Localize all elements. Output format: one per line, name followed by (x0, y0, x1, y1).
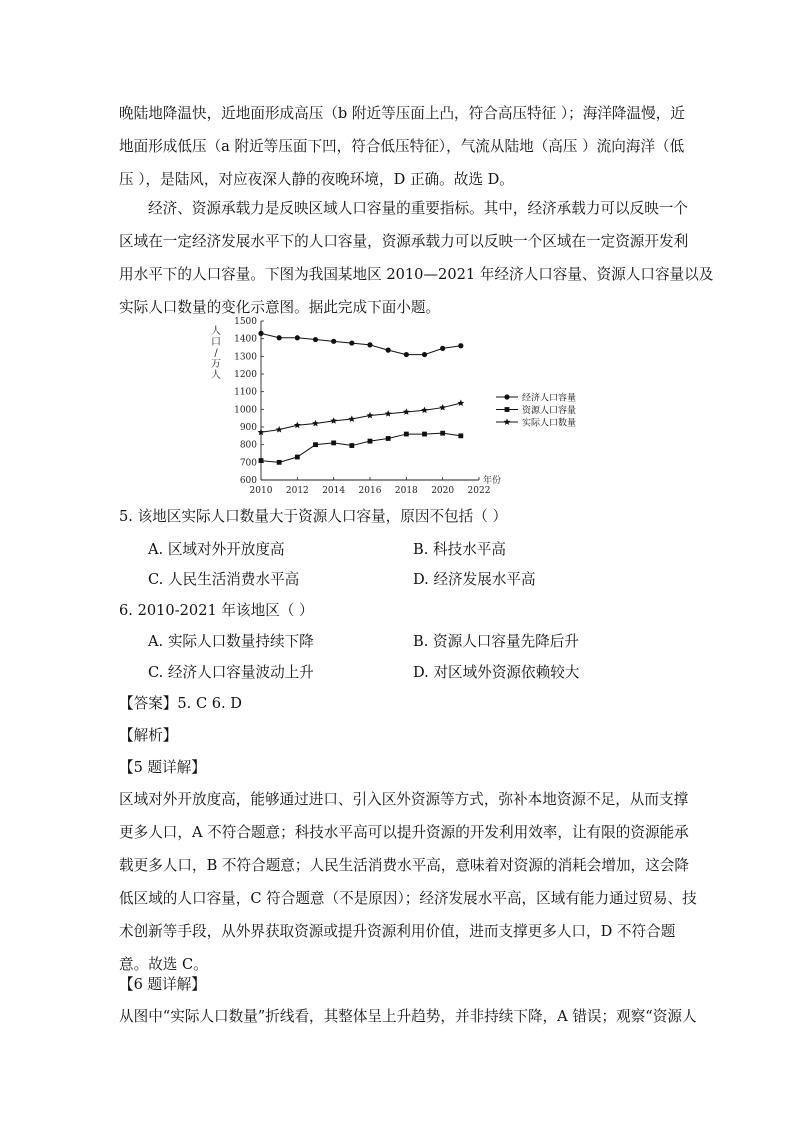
question-6-option-d[interactable]: D. 对区域外资源依赖较大 (413, 664, 580, 681)
data-point (259, 458, 264, 463)
y-axis-label-char: 人 (211, 326, 221, 337)
x-tick-label: 2010 (249, 486, 273, 496)
q6-detail-heading: 【6 题详解】 (119, 976, 206, 993)
data-point (386, 348, 391, 353)
answer-line: 【答案】5. C 6. D (119, 695, 243, 712)
q5-detail-heading: 【5 题详解】 (119, 759, 206, 776)
intro-line: 晚陆地降温快，近地面形成高压（b 附近等压面上凸，符合高压特征 ）；海洋降温慢，近 (119, 105, 685, 122)
y-axis-label-char: 万 (211, 359, 221, 370)
data-point (258, 331, 263, 336)
y-tick-label: 600 (239, 476, 257, 486)
data-point (331, 441, 336, 446)
data-point (458, 433, 463, 438)
q5-detail-paragraph (119, 783, 697, 981)
question-5-option-a[interactable]: A. 区域对外开放度高 (148, 541, 285, 558)
data-point (331, 339, 336, 344)
y-axis-label (211, 324, 221, 381)
series-2 (259, 431, 464, 465)
x-tick-label: 2020 (431, 486, 455, 496)
q5-detail-line: 术创新等手段，从外界获取资源或提升资源利用价值，进而支撑更多人口，D 不符合题 (119, 923, 676, 940)
data-point (313, 442, 318, 447)
data-point (385, 410, 392, 417)
x-axis-label: 年份 (483, 476, 502, 486)
legend-label: 实际人口数量 (522, 418, 577, 429)
data-point (295, 335, 300, 340)
intro-line: 地面形成低压（a 附近等压面下凹，符合低压特征），气流从陆地（高压 ）流向海洋（低 (119, 138, 685, 155)
data-point (330, 417, 337, 424)
data-point (367, 412, 374, 419)
legend-item (496, 392, 576, 404)
x-tick-label: 2016 (358, 486, 382, 496)
data-point (439, 404, 446, 411)
question-5-stem: 5. 该地区实际人口数量大于资源人口容量，原因不包括（ ） (119, 508, 508, 525)
data-point (276, 426, 283, 433)
q5-detail-line: 意。故选 C。 (119, 956, 208, 973)
y-axis-label-char: 人 (211, 370, 221, 381)
series-1 (258, 331, 463, 357)
q5-detail-line: 更多人口，A 不符合题意；科技水平高可以提升资源的开发利用效率，让有限的资源能承 (119, 824, 689, 841)
data-point (277, 460, 282, 465)
x-tick-label: 2022 (467, 486, 491, 496)
data-point (349, 443, 354, 448)
data-point (294, 422, 301, 429)
legend-marker (504, 418, 511, 425)
data-point (422, 352, 427, 357)
legend-label: 资源人口容量 (522, 406, 577, 416)
data-point (368, 439, 373, 444)
q5-detail-line: 载更多人口，B 不符合题意；人民生活消费水平高，意味着对资源的消耗会增加，这会降 (119, 857, 689, 874)
y-tick-label: 1100 (234, 387, 257, 398)
q5-detail-line: 低区域的人口容量，C 符合题意（不是原因）；经济发展水平高，区域有能力通过贸易、技 (119, 890, 697, 907)
data-point (403, 408, 410, 415)
intro-paragraph (119, 97, 685, 196)
analysis-heading: 【解析】 (119, 727, 178, 744)
y-axis-label-char: / (214, 348, 218, 359)
series-line (261, 403, 461, 432)
series-line (261, 333, 461, 354)
series-3 (258, 400, 465, 436)
data-point (421, 407, 428, 414)
y-tick-label: 1500 (234, 317, 257, 327)
data-point (313, 337, 318, 342)
q5-detail-line: 区域对外开放度高，能够通过进口、引入区外资源等方式，弥补本地资源不足，从而支撑 (119, 791, 689, 808)
data-point (349, 340, 354, 345)
data-point (458, 343, 463, 348)
y-tick-label: 800 (239, 440, 257, 451)
context-line: 经济、资源承载力是反映区域人口容量的重要指标。其中，经济承载力可以反映一个 (148, 200, 688, 217)
y-tick-label: 1300 (234, 352, 257, 363)
legend-item (496, 404, 576, 416)
y-tick-label: 1200 (234, 370, 257, 380)
data-point (277, 335, 282, 340)
chart-legend (496, 392, 576, 429)
question-6-stem: 6. 2010-2021 年该地区（ ） (119, 602, 314, 619)
q6-detail-line: 从图中“实际人口数量”折线看，其整体呈上升趋势，并非持续下降，A 错误；观察“资源人 (119, 1008, 697, 1025)
q6-detail-paragraph (119, 1000, 697, 1033)
x-tick-label: 2018 (394, 486, 418, 496)
legend-marker (504, 394, 509, 399)
data-point (457, 400, 464, 407)
data-point (367, 342, 372, 347)
y-tick-label: 900 (239, 423, 257, 433)
x-tick-label: 2014 (322, 486, 346, 496)
data-point (440, 431, 445, 436)
population-chart (200, 314, 600, 504)
legend-label: 经济人口容量 (522, 393, 577, 404)
data-point (404, 352, 409, 357)
series-line (261, 433, 461, 462)
y-tick-label: 1000 (234, 405, 257, 416)
question-5-option-d[interactable]: D. 经济发展水平高 (413, 571, 536, 588)
data-point (312, 420, 319, 427)
x-tick-label: 2012 (285, 486, 309, 496)
context-line: 实际人口数量的变化示意图。据此完成下面小题。 (119, 299, 441, 316)
y-tick-label: 1400 (234, 334, 257, 345)
question-5-option-b[interactable]: B. 科技水平高 (413, 541, 506, 558)
data-point (404, 432, 409, 437)
data-point (440, 346, 445, 351)
data-point (295, 455, 300, 460)
legend-marker (505, 407, 510, 412)
intro-line: 压 ），是陆风，对应夜深人静的夜晚环境，D 正确。故选 D。 (119, 171, 514, 188)
data-point (386, 436, 391, 441)
legend-item (496, 417, 576, 429)
context-line: 区域在一定经济发展水平下的人口容量，资源承载力可以反映一个区域在一定资源开发利 (119, 233, 689, 250)
context-line: 用水平下的人口容量。下图为我国某地区 2010—2021 年经济人口容量、资源人口容量以及 (119, 266, 714, 283)
y-tick-label: 700 (239, 458, 257, 469)
y-axis-label-char: 口 (211, 337, 221, 348)
context-paragraph (119, 192, 714, 324)
question-6-option-a[interactable]: A. 实际人口数量持续下降 (148, 633, 314, 650)
question-6-option-b[interactable]: B. 资源人口容量先降后升 (413, 633, 579, 650)
chart-series (258, 331, 465, 465)
data-point (422, 432, 427, 437)
data-point (348, 415, 355, 422)
question-5-option-c[interactable]: C. 人民生活消费水平高 (148, 571, 300, 588)
question-6-option-c[interactable]: C. 经济人口容量波动上升 (148, 664, 314, 681)
